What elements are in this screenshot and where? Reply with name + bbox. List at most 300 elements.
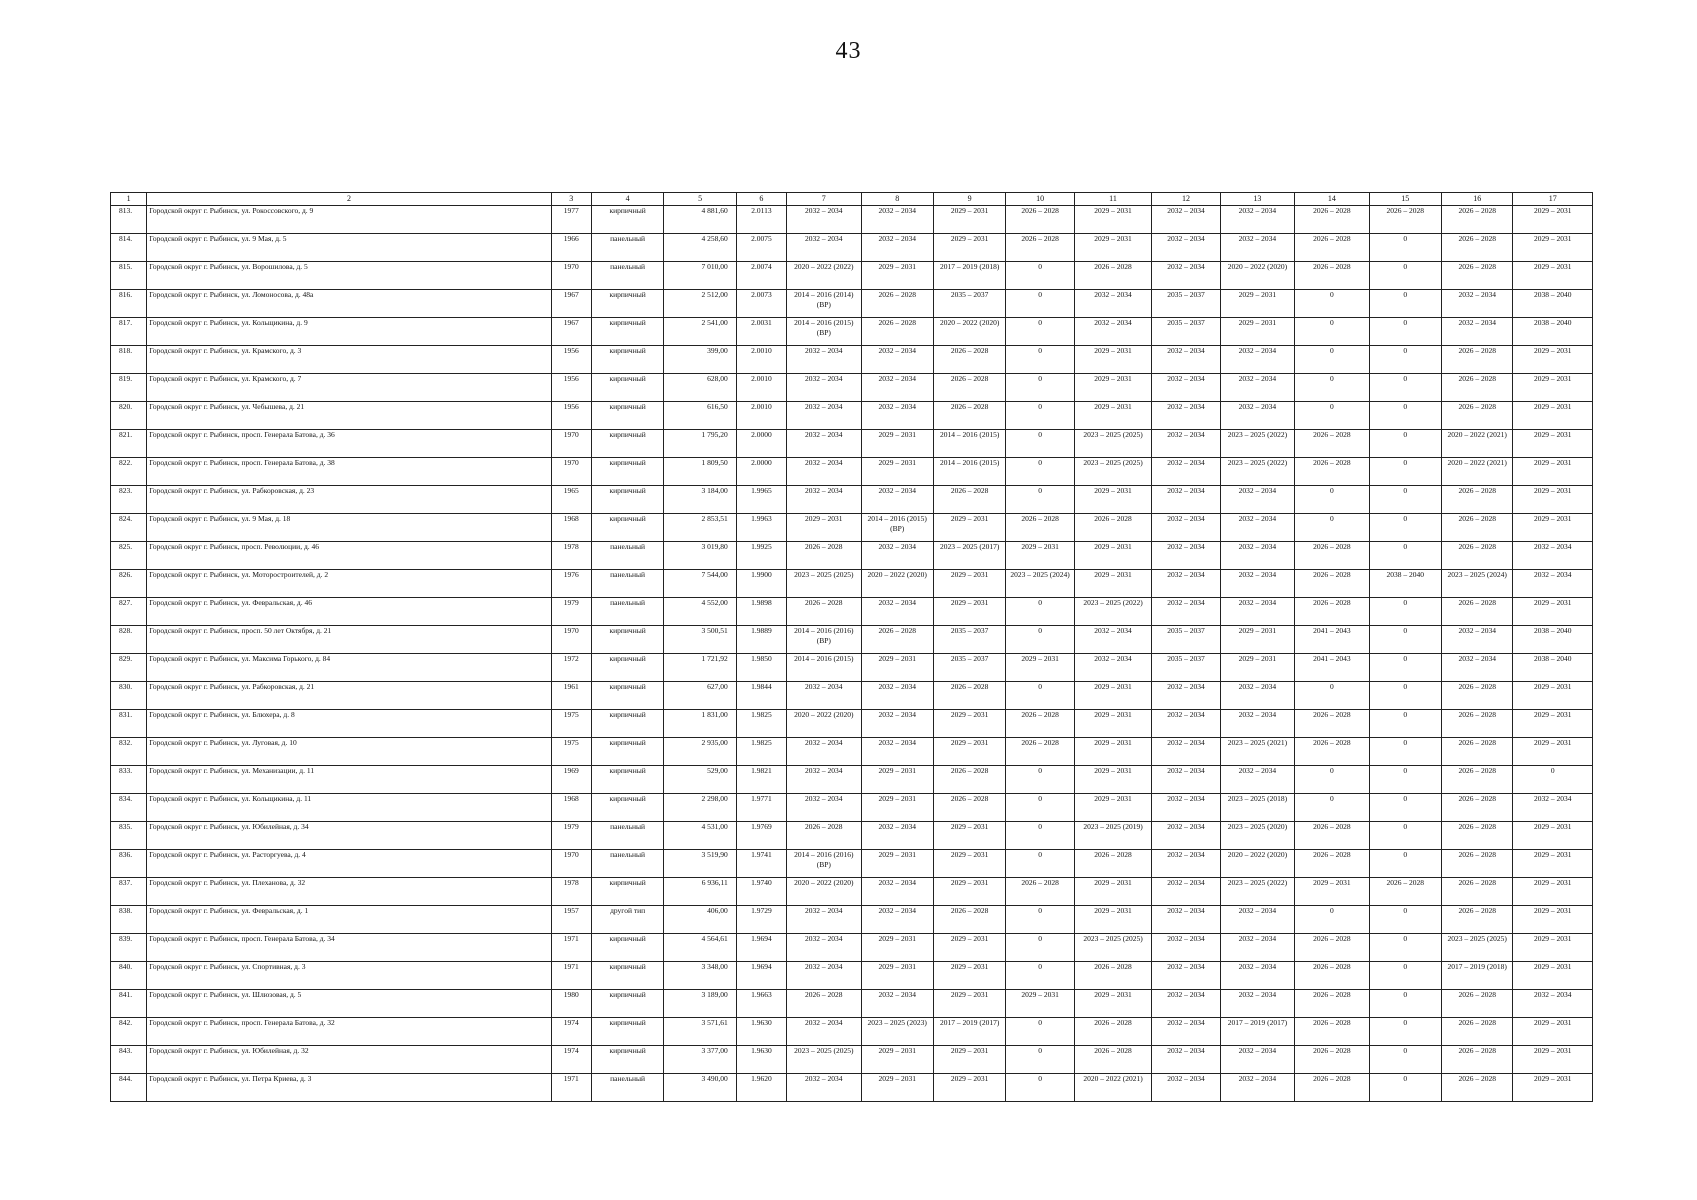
year-cell: 1972 (551, 654, 591, 682)
address-cell: Городской округ г. Рыбинск, ул. Блюхера, д. 8 (147, 710, 551, 738)
repair-period-cell: 2029 – 2031 (933, 570, 1005, 598)
table-row (111, 794, 1593, 822)
repair-period-cell: 2029 – 2031 (1074, 794, 1151, 822)
repair-period-cell: 2023 – 2025 (2025) (1074, 458, 1151, 486)
repair-period-cell: 2032 – 2034 (1220, 990, 1294, 1018)
repair-period-cell: 2023 – 2025 (2025) (787, 570, 861, 598)
repair-period-cell: 2032 – 2034 (1220, 486, 1294, 514)
table-row (111, 570, 1593, 598)
year-cell: 1979 (551, 598, 591, 626)
repair-period-cell: 2026 – 2028 (1441, 682, 1512, 710)
table-row (111, 346, 1593, 374)
repair-period-cell: 2026 – 2028 (1295, 1074, 1369, 1102)
repair-period-cell: 2029 – 2031 (1220, 290, 1294, 318)
address-cell: Городской округ г. Рыбинск, ул. Спортивная, д. 3 (147, 962, 551, 990)
repair-period-cell: 2026 – 2028 (1441, 1018, 1512, 1046)
score-cell: 1.9898 (736, 598, 786, 626)
score-cell: 2.0075 (736, 234, 786, 262)
year-cell: 1965 (551, 486, 591, 514)
repair-period-cell: 2026 – 2028 (1295, 206, 1369, 234)
repair-period-cell: 2020 – 2022 (2020) (1220, 262, 1294, 290)
repair-period-cell: 2032 – 2034 (1441, 290, 1512, 318)
score-cell: 2.0010 (736, 346, 786, 374)
score-cell: 1.9769 (736, 822, 786, 850)
repair-period-cell: 0 (1006, 290, 1074, 318)
address-cell: Городской округ г. Рыбинск, ул. Февральская, д. 1 (147, 906, 551, 934)
repair-period-cell: 2032 – 2034 (1152, 206, 1220, 234)
repair-period-cell: 2026 – 2028 (933, 402, 1005, 430)
column-header: 12 (1152, 193, 1220, 206)
repair-period-cell: 2032 – 2034 (861, 738, 933, 766)
year-cell: 1961 (551, 682, 591, 710)
repair-period-cell: 2032 – 2034 (1152, 570, 1220, 598)
repair-period-cell: 2029 – 2031 (1513, 682, 1593, 710)
column-header: 6 (736, 193, 786, 206)
repair-period-cell: 2029 – 2031 (933, 514, 1005, 542)
area-cell: 406,00 (664, 906, 736, 934)
year-cell: 1966 (551, 234, 591, 262)
repair-period-cell: 0 (1006, 962, 1074, 990)
row-number-cell: 832. (111, 738, 147, 766)
address-cell: Городской округ г. Рыбинск, ул. Чебышева, д. 21 (147, 402, 551, 430)
repair-period-cell: 2032 – 2034 (787, 682, 861, 710)
repair-period-cell: 0 (1006, 458, 1074, 486)
repair-period-cell: 2032 – 2034 (861, 878, 933, 906)
table-row (111, 290, 1593, 318)
repair-period-cell: 2026 – 2028 (1295, 962, 1369, 990)
wall-material-cell: панельный (591, 234, 663, 262)
repair-period-cell: 2032 – 2034 (1152, 766, 1220, 794)
area-cell: 2 541,00 (664, 318, 736, 346)
repair-period-cell: 0 (1369, 654, 1441, 682)
address-cell: Городской округ г. Рыбинск, ул. Расторгуева, д. 4 (147, 850, 551, 878)
repair-period-cell: 2026 – 2028 (1295, 598, 1369, 626)
repair-period-cell: 2032 – 2034 (1074, 290, 1151, 318)
score-cell: 1.9620 (736, 1074, 786, 1102)
row-number-cell: 814. (111, 234, 147, 262)
address-cell: Городской округ г. Рыбинск, ул. Крамского, д. 7 (147, 374, 551, 402)
repair-period-cell: 2032 – 2034 (787, 1074, 861, 1102)
wall-material-cell: кирпичный (591, 766, 663, 794)
repair-period-cell: 2038 – 2040 (1513, 626, 1593, 654)
wall-material-cell: кирпичный (591, 290, 663, 318)
table-row (111, 514, 1593, 542)
table-row (111, 542, 1593, 570)
repair-period-cell: 2029 – 2031 (1513, 206, 1593, 234)
repair-period-cell: 0 (1006, 1046, 1074, 1074)
score-cell: 2.0000 (736, 430, 786, 458)
repair-period-cell: 0 (1369, 962, 1441, 990)
repair-period-cell: 0 (1369, 1018, 1441, 1046)
repair-period-cell: 2023 – 2025 (2025) (1074, 430, 1151, 458)
column-header: 1 (111, 193, 147, 206)
repair-period-cell: 2026 – 2028 (1441, 850, 1512, 878)
repair-period-cell: 0 (1006, 1018, 1074, 1046)
repair-period-cell: 2032 – 2034 (1220, 234, 1294, 262)
repair-period-cell: 2026 – 2028 (1295, 1046, 1369, 1074)
table-row (111, 234, 1593, 262)
row-number-cell: 824. (111, 514, 147, 542)
repair-period-cell: 2026 – 2028 (1295, 710, 1369, 738)
address-cell: Городской округ г. Рыбинск, ул. Рабкоровская, д. 23 (147, 486, 551, 514)
repair-period-cell: 2038 – 2040 (1513, 318, 1593, 346)
score-cell: 2.0031 (736, 318, 786, 346)
repair-period-cell: 2032 – 2034 (1513, 542, 1593, 570)
repair-period-cell: 2023 – 2025 (2022) (1220, 878, 1294, 906)
repair-period-cell: 2023 – 2025 (2021) (1220, 738, 1294, 766)
repair-period-cell: 2023 – 2025 (2025) (1074, 934, 1151, 962)
score-cell: 1.9850 (736, 654, 786, 682)
row-number-cell: 833. (111, 766, 147, 794)
address-cell: Городской округ г. Рыбинск, ул. Петра Криева, д. 3 (147, 1074, 551, 1102)
repair-period-cell: 2029 – 2031 (1513, 738, 1593, 766)
repair-period-cell: 2026 – 2028 (1441, 710, 1512, 738)
repair-period-cell: 2029 – 2031 (933, 206, 1005, 234)
row-number-cell: 816. (111, 290, 147, 318)
address-cell: Городской округ г. Рыбинск, ул. Кольщикина, д. 11 (147, 794, 551, 822)
repair-period-cell: 2029 – 2031 (861, 458, 933, 486)
area-cell: 2 298,00 (664, 794, 736, 822)
repair-period-cell: 2029 – 2031 (1513, 822, 1593, 850)
table-row (111, 206, 1593, 234)
score-cell: 1.9963 (736, 514, 786, 542)
repair-period-cell: 2032 – 2034 (1152, 682, 1220, 710)
repair-period-cell: 2032 – 2034 (1220, 1046, 1294, 1074)
score-cell: 2.0074 (736, 262, 786, 290)
repair-period-cell: 2032 – 2034 (1152, 514, 1220, 542)
repair-period-cell: 2041 – 2043 (1295, 626, 1369, 654)
repair-period-cell: 2026 – 2028 (1295, 990, 1369, 1018)
table-row (111, 262, 1593, 290)
repair-period-cell: 2032 – 2034 (1513, 794, 1593, 822)
repair-period-cell: 2026 – 2028 (1441, 878, 1512, 906)
repair-period-cell: 0 (1513, 766, 1593, 794)
column-header: 5 (664, 193, 736, 206)
year-cell: 1970 (551, 430, 591, 458)
repair-period-cell: 2035 – 2037 (933, 290, 1005, 318)
repair-period-cell: 0 (1369, 290, 1441, 318)
score-cell: 1.9694 (736, 962, 786, 990)
address-cell: Городской округ г. Рыбинск, просп. Генерала Батова, д. 38 (147, 458, 551, 486)
repair-period-cell: 2032 – 2034 (1441, 626, 1512, 654)
repair-period-cell: 2020 – 2022 (2021) (1074, 1074, 1151, 1102)
repair-period-cell: 2029 – 2031 (861, 262, 933, 290)
repair-period-cell: 2032 – 2034 (1220, 682, 1294, 710)
repair-period-cell: 2029 – 2031 (1513, 962, 1593, 990)
table-row (111, 374, 1593, 402)
repair-period-cell: 2026 – 2028 (1295, 234, 1369, 262)
score-cell: 1.9825 (736, 710, 786, 738)
repair-period-cell: 0 (1006, 486, 1074, 514)
area-cell: 1 809,50 (664, 458, 736, 486)
score-cell: 1.9821 (736, 766, 786, 794)
repair-period-cell: 2032 – 2034 (787, 402, 861, 430)
wall-material-cell: панельный (591, 598, 663, 626)
repair-period-cell: 2029 – 2031 (1074, 402, 1151, 430)
repair-period-cell: 2029 – 2031 (1074, 542, 1151, 570)
repair-period-cell: 2029 – 2031 (933, 822, 1005, 850)
row-number-cell: 844. (111, 1074, 147, 1102)
row-number-cell: 818. (111, 346, 147, 374)
repair-period-cell: 0 (1006, 626, 1074, 654)
repair-period-cell: 2026 – 2028 (1006, 738, 1074, 766)
repair-period-cell: 2032 – 2034 (1220, 514, 1294, 542)
repair-period-cell: 2032 – 2034 (1152, 962, 1220, 990)
repair-period-cell: 2029 – 2031 (861, 430, 933, 458)
repair-period-cell: 0 (1369, 542, 1441, 570)
repair-period-cell: 0 (1369, 374, 1441, 402)
repair-period-cell: 0 (1295, 682, 1369, 710)
repair-period-cell: 2029 – 2031 (1513, 262, 1593, 290)
address-cell: Городской округ г. Рыбинск, ул. Ломоносова, д. 48а (147, 290, 551, 318)
repair-period-cell: 2026 – 2028 (933, 794, 1005, 822)
repair-period-cell: 2014 – 2016 (2015) (787, 654, 861, 682)
area-cell: 1 795,20 (664, 430, 736, 458)
repair-period-cell: 2032 – 2034 (1152, 906, 1220, 934)
repair-period-cell: 2035 – 2037 (1152, 318, 1220, 346)
year-cell: 1974 (551, 1046, 591, 1074)
repair-period-cell: 2029 – 2031 (1074, 570, 1151, 598)
table-row (111, 766, 1593, 794)
row-number-cell: 836. (111, 850, 147, 878)
column-header: 3 (551, 193, 591, 206)
repair-period-cell: 0 (1295, 374, 1369, 402)
score-cell: 2.0073 (736, 290, 786, 318)
row-number-cell: 821. (111, 430, 147, 458)
address-cell: Городской округ г. Рыбинск, ул. Юбилейная, д. 32 (147, 1046, 551, 1074)
repair-period-cell: 2032 – 2034 (1152, 234, 1220, 262)
year-cell: 1977 (551, 206, 591, 234)
repair-period-cell: 2032 – 2034 (787, 766, 861, 794)
repair-period-cell: 2026 – 2028 (861, 626, 933, 654)
area-cell: 4 881,60 (664, 206, 736, 234)
repair-period-cell: 2026 – 2028 (1441, 206, 1512, 234)
wall-material-cell: панельный (591, 822, 663, 850)
repair-period-cell: 2032 – 2034 (861, 374, 933, 402)
repair-period-cell: 2029 – 2031 (787, 514, 861, 542)
repair-period-cell: 2026 – 2028 (1295, 850, 1369, 878)
repair-period-cell: 2026 – 2028 (1295, 262, 1369, 290)
repair-period-cell: 0 (1006, 598, 1074, 626)
wall-material-cell: кирпичный (591, 1046, 663, 1074)
column-header: 16 (1441, 193, 1512, 206)
repair-period-cell: 2032 – 2034 (1220, 374, 1294, 402)
area-cell: 3 500,51 (664, 626, 736, 654)
wall-material-cell: панельный (591, 262, 663, 290)
repair-period-cell: 2035 – 2037 (1152, 290, 1220, 318)
repair-period-cell: 2026 – 2028 (1074, 962, 1151, 990)
wall-material-cell: кирпичный (591, 1018, 663, 1046)
repair-period-cell: 2029 – 2031 (1074, 682, 1151, 710)
address-cell: Городской округ г. Рыбинск, ул. Луговая, д. 10 (147, 738, 551, 766)
repair-period-cell: 2017 – 2019 (2017) (933, 1018, 1005, 1046)
repair-period-cell: 0 (1369, 346, 1441, 374)
repair-period-cell: 2029 – 2031 (861, 934, 933, 962)
repair-period-cell: 2026 – 2028 (1074, 1046, 1151, 1074)
repair-period-cell: 2032 – 2034 (861, 822, 933, 850)
repair-period-cell: 2029 – 2031 (1074, 486, 1151, 514)
repair-period-cell: 2026 – 2028 (1295, 934, 1369, 962)
address-cell: Городской округ г. Рыбинск, просп. Генерала Батова, д. 36 (147, 430, 551, 458)
repair-period-cell: 2026 – 2028 (933, 906, 1005, 934)
repair-period-cell: 2032 – 2034 (787, 346, 861, 374)
address-cell: Городской округ г. Рыбинск, ул. Шлюзовая, д. 5 (147, 990, 551, 1018)
repair-period-cell: 2032 – 2034 (1220, 710, 1294, 738)
repair-period-cell: 2032 – 2034 (1152, 402, 1220, 430)
repair-period-cell: 2032 – 2034 (1152, 1018, 1220, 1046)
repair-period-cell: 2026 – 2028 (1441, 542, 1512, 570)
repair-period-cell: 2029 – 2031 (1513, 346, 1593, 374)
repair-period-cell: 2017 – 2019 (2018) (933, 262, 1005, 290)
table-row (111, 318, 1593, 346)
row-number-cell: 822. (111, 458, 147, 486)
repair-period-cell: 2014 – 2016 (2016) (ВР) (787, 850, 861, 878)
repair-period-cell: 2029 – 2031 (1006, 654, 1074, 682)
repair-period-cell: 0 (1369, 934, 1441, 962)
repair-period-cell: 2026 – 2028 (1006, 206, 1074, 234)
repair-period-cell: 2029 – 2031 (1513, 598, 1593, 626)
repair-period-cell: 0 (1006, 402, 1074, 430)
wall-material-cell: кирпичный (591, 458, 663, 486)
repair-period-cell: 0 (1369, 682, 1441, 710)
area-cell: 3 348,00 (664, 962, 736, 990)
repair-period-cell: 2032 – 2034 (1152, 542, 1220, 570)
column-header: 14 (1295, 193, 1369, 206)
repair-period-cell: 2029 – 2031 (1074, 346, 1151, 374)
repair-period-cell: 2032 – 2034 (861, 682, 933, 710)
repair-period-cell: 2032 – 2034 (1074, 318, 1151, 346)
row-number-cell: 838. (111, 906, 147, 934)
repair-period-cell: 2029 – 2031 (1220, 318, 1294, 346)
wall-material-cell: панельный (591, 850, 663, 878)
repair-period-cell: 2032 – 2034 (1220, 962, 1294, 990)
repair-period-cell: 2029 – 2031 (1220, 654, 1294, 682)
repair-period-cell: 2032 – 2034 (861, 346, 933, 374)
year-cell: 1957 (551, 906, 591, 934)
repair-period-cell: 2014 – 2016 (2015) (ВР) (787, 318, 861, 346)
repair-period-cell: 2026 – 2028 (787, 542, 861, 570)
year-cell: 1968 (551, 514, 591, 542)
repair-period-cell: 2032 – 2034 (1152, 878, 1220, 906)
repair-period-cell: 2029 – 2031 (861, 1046, 933, 1074)
wall-material-cell: кирпичный (591, 430, 663, 458)
repair-period-cell: 2023 – 2025 (2019) (1074, 822, 1151, 850)
repair-period-cell: 2029 – 2031 (1513, 850, 1593, 878)
address-cell: Городской округ г. Рыбинск, ул. Рокоссовского, д. 9 (147, 206, 551, 234)
repair-period-cell: 0 (1369, 458, 1441, 486)
table-row (111, 1074, 1593, 1102)
repair-period-cell: 0 (1006, 262, 1074, 290)
table-header-row (111, 193, 1593, 206)
repair-period-cell: 2026 – 2028 (1006, 710, 1074, 738)
repair-period-cell: 2026 – 2028 (1441, 234, 1512, 262)
row-number-cell: 825. (111, 542, 147, 570)
row-number-cell: 826. (111, 570, 147, 598)
repair-period-cell: 2032 – 2034 (861, 542, 933, 570)
table-body (111, 206, 1593, 1102)
address-cell: Городской округ г. Рыбинск, просп. Генерала Батова, д. 34 (147, 934, 551, 962)
table-row (111, 458, 1593, 486)
repair-period-cell: 0 (1006, 850, 1074, 878)
housing-repair-schedule-table (110, 192, 1593, 1102)
table-row (111, 934, 1593, 962)
repair-period-cell: 2026 – 2028 (1006, 514, 1074, 542)
repair-period-cell: 2029 – 2031 (861, 654, 933, 682)
repair-period-cell: 2029 – 2031 (933, 738, 1005, 766)
repair-period-cell: 2032 – 2034 (1152, 1046, 1220, 1074)
row-number-cell: 837. (111, 878, 147, 906)
wall-material-cell: панельный (591, 1074, 663, 1102)
column-header: 13 (1220, 193, 1294, 206)
repair-period-cell: 2023 – 2025 (2023) (861, 1018, 933, 1046)
repair-period-cell: 2026 – 2028 (1295, 430, 1369, 458)
score-cell: 2.0113 (736, 206, 786, 234)
repair-period-cell: 2026 – 2028 (933, 486, 1005, 514)
repair-period-cell: 2029 – 2031 (1074, 738, 1151, 766)
year-cell: 1979 (551, 822, 591, 850)
repair-period-cell: 2032 – 2034 (787, 794, 861, 822)
repair-period-cell: 2026 – 2028 (1295, 458, 1369, 486)
area-cell: 3 490,00 (664, 1074, 736, 1102)
address-cell: Городской округ г. Рыбинск, ул. Плеханова, д. 32 (147, 878, 551, 906)
repair-period-cell: 2014 – 2016 (2016) (ВР) (787, 626, 861, 654)
address-cell: Городской округ г. Рыбинск, ул. Ворошилова, д. 5 (147, 262, 551, 290)
score-cell: 1.9925 (736, 542, 786, 570)
row-number-cell: 815. (111, 262, 147, 290)
area-cell: 3 377,00 (664, 1046, 736, 1074)
row-number-cell: 823. (111, 486, 147, 514)
repair-period-cell: 2020 – 2022 (2021) (1441, 458, 1512, 486)
repair-period-cell: 2032 – 2034 (1074, 654, 1151, 682)
repair-period-cell: 0 (1369, 990, 1441, 1018)
area-cell: 3 184,00 (664, 486, 736, 514)
repair-period-cell: 2029 – 2031 (1074, 234, 1151, 262)
repair-period-cell: 2023 – 2025 (2022) (1220, 458, 1294, 486)
repair-period-cell: 0 (1369, 402, 1441, 430)
repair-period-cell: 2026 – 2028 (1295, 822, 1369, 850)
repair-period-cell: 2029 – 2031 (1513, 878, 1593, 906)
repair-period-cell: 2032 – 2034 (861, 206, 933, 234)
address-cell: Городской округ г. Рыбинск, просп. Генерала Батова, д. 32 (147, 1018, 551, 1046)
repair-period-cell: 0 (1369, 234, 1441, 262)
repair-period-cell: 2029 – 2031 (861, 766, 933, 794)
wall-material-cell: кирпичный (591, 962, 663, 990)
column-header: 7 (787, 193, 861, 206)
repair-period-cell: 2032 – 2034 (1152, 1074, 1220, 1102)
year-cell: 1975 (551, 710, 591, 738)
repair-period-cell: 2029 – 2031 (1513, 374, 1593, 402)
repair-period-cell: 2029 – 2031 (933, 1046, 1005, 1074)
repair-period-cell: 2023 – 2025 (2025) (1441, 934, 1512, 962)
repair-period-cell: 0 (1369, 318, 1441, 346)
wall-material-cell: кирпичный (591, 794, 663, 822)
row-number-cell: 817. (111, 318, 147, 346)
repair-period-cell: 2032 – 2034 (861, 990, 933, 1018)
repair-period-cell: 2026 – 2028 (1295, 570, 1369, 598)
row-number-cell: 827. (111, 598, 147, 626)
repair-period-cell: 2032 – 2034 (1220, 402, 1294, 430)
score-cell: 1.9630 (736, 1046, 786, 1074)
repair-period-cell: 0 (1369, 430, 1441, 458)
repair-period-cell: 2026 – 2028 (1074, 514, 1151, 542)
repair-period-cell: 2023 – 2025 (2024) (1006, 570, 1074, 598)
repair-period-cell: 2032 – 2034 (1152, 486, 1220, 514)
repair-period-cell: 0 (1006, 766, 1074, 794)
repair-period-cell: 2026 – 2028 (1441, 766, 1512, 794)
wall-material-cell: кирпичный (591, 626, 663, 654)
wall-material-cell: кирпичный (591, 682, 663, 710)
score-cell: 1.9630 (736, 1018, 786, 1046)
